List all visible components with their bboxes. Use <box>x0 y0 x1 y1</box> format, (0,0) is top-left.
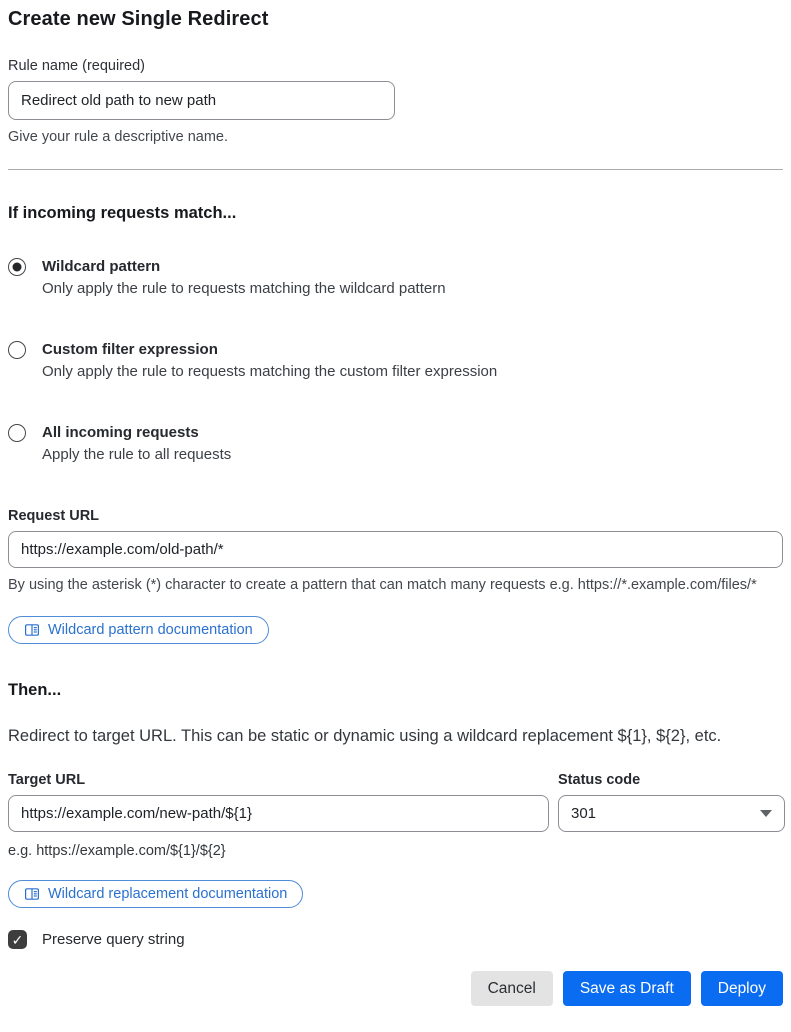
match-section-heading: If incoming requests match... <box>8 204 237 222</box>
doc-button-label: Wildcard replacement documentation <box>48 886 288 902</box>
save-as-draft-button[interactable]: Save as Draft <box>563 971 691 1006</box>
chevron-down-icon <box>760 810 772 817</box>
then-section-heading: Then... <box>8 681 62 699</box>
radio-option-wildcard-pattern[interactable] <box>8 257 783 301</box>
radio-option-all-incoming-requests[interactable] <box>8 423 783 467</box>
request-url-helper: By using the asterisk (*) character to create a pattern that can match many requests e.g. https://*.example.com/files/* <box>8 577 757 593</box>
request-url-input[interactable] <box>8 531 783 568</box>
radio-option-custom-filter-expression[interactable] <box>8 340 783 384</box>
preserve-query-string-row[interactable] <box>8 930 783 949</box>
target-url-status-row <box>8 770 783 861</box>
status-code-label: Status code <box>558 772 641 788</box>
request-url-label: Request URL <box>8 508 100 524</box>
open-book-icon <box>24 622 40 638</box>
doc-button-label: Wildcard pattern documentation <box>48 622 253 638</box>
radio-button-icon[interactable] <box>8 341 26 359</box>
then-section-description: Redirect to target URL. This can be static or dynamic using a wildcard replacement ${1}, ${2}, etc. <box>8 727 722 745</box>
match-radio-group <box>8 257 783 467</box>
footer-action-bar <box>8 971 783 1006</box>
radio-button-icon[interactable] <box>8 424 26 442</box>
radio-button-icon[interactable] <box>8 258 26 276</box>
wildcard-replacement-documentation-button[interactable] <box>8 880 303 908</box>
target-url-helper: e.g. https://example.com/${1}/${2} <box>8 843 226 859</box>
target-url-input[interactable] <box>8 795 549 832</box>
rule-name-input[interactable] <box>8 81 395 120</box>
radio-option-description: Only apply the rule to requests matching the wildcard pattern <box>42 280 446 297</box>
deploy-button[interactable]: Deploy <box>701 971 783 1006</box>
target-url-label: Target URL <box>8 772 86 788</box>
wildcard-pattern-documentation-button[interactable] <box>8 616 269 644</box>
checkbox-checked-icon[interactable]: ✓ <box>8 930 27 949</box>
section-divider <box>8 169 783 170</box>
status-code-select[interactable] <box>558 795 785 832</box>
page-title: Create new Single Redirect <box>8 8 269 30</box>
open-book-icon <box>24 886 40 902</box>
radio-option-label: Wildcard pattern <box>42 258 161 275</box>
radio-option-description: Only apply the rule to requests matching the custom filter expression <box>42 363 498 380</box>
rule-name-helper: Give your rule a descriptive name. <box>8 129 229 145</box>
radio-option-label: Custom filter expression <box>42 341 218 358</box>
radio-option-description: Apply the rule to all requests <box>42 446 232 463</box>
status-code-value: 301 <box>571 805 597 822</box>
rule-name-label: Rule name (required) <box>8 58 146 74</box>
preserve-query-string-label: Preserve query string <box>42 931 185 948</box>
cancel-button[interactable]: Cancel <box>471 971 553 1006</box>
radio-option-label: All incoming requests <box>42 424 199 441</box>
